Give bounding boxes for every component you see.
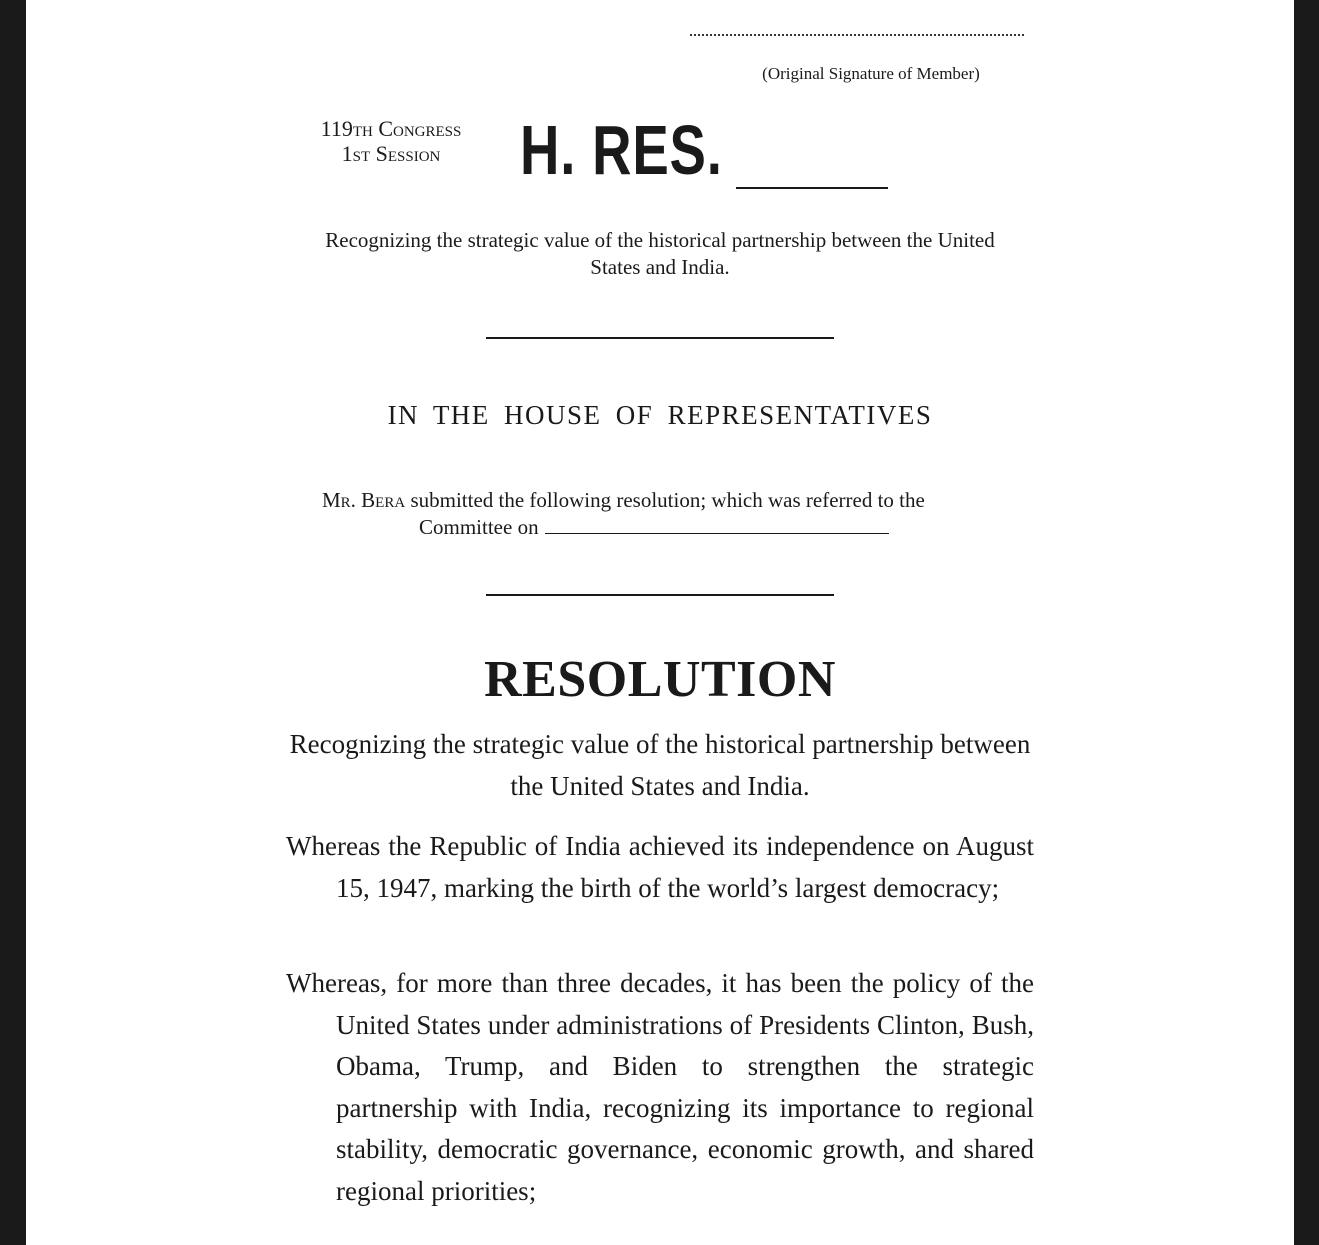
divider-rule [486, 337, 834, 339]
session-number: 1st Session [341, 141, 441, 166]
sponsor-name: Mr. Bera [322, 488, 406, 512]
signature-label: (Original Signature of Member) [762, 64, 980, 83]
bill-number-blank [736, 187, 888, 189]
long-title: Recognizing the strategic value of the historical partnership between the United States and India. [289, 729, 1031, 801]
submission-statement [322, 487, 1002, 541]
bill-type: H. RES. [520, 111, 723, 189]
resolution-heading: RESOLUTION [484, 651, 836, 708]
congress-number: 119th Congress [320, 116, 462, 141]
committee-label: Committee on [419, 515, 539, 539]
submission-text: submitted the following resolution; which was referred to the [410, 488, 925, 512]
committee-blank [545, 523, 889, 534]
whereas-clause: Whereas the Republic of India achieved its independence on August 15, 1947, marking the birth of the world’s largest democracy; [286, 831, 1034, 903]
signature-line [690, 34, 1024, 36]
congress-session-block [276, 116, 506, 166]
document-page [26, 0, 1294, 1245]
short-title: Recognizing the strategic value of the historical partnership between the United States and India. [325, 228, 995, 279]
divider-rule [486, 594, 834, 596]
whereas-clause: Whereas, for more than three decades, it has been the policy of the United States under administrations of Presidents Clinton, Bush, Obama, Trump, and Biden to strengthen the strategic partnership with India, recognizing its importance to regional stability, democratic governance, economic growth, and shared regional priorities; [286, 968, 1034, 1206]
chamber-heading: IN THE HOUSE OF REPRESENTATIVES [387, 400, 933, 430]
